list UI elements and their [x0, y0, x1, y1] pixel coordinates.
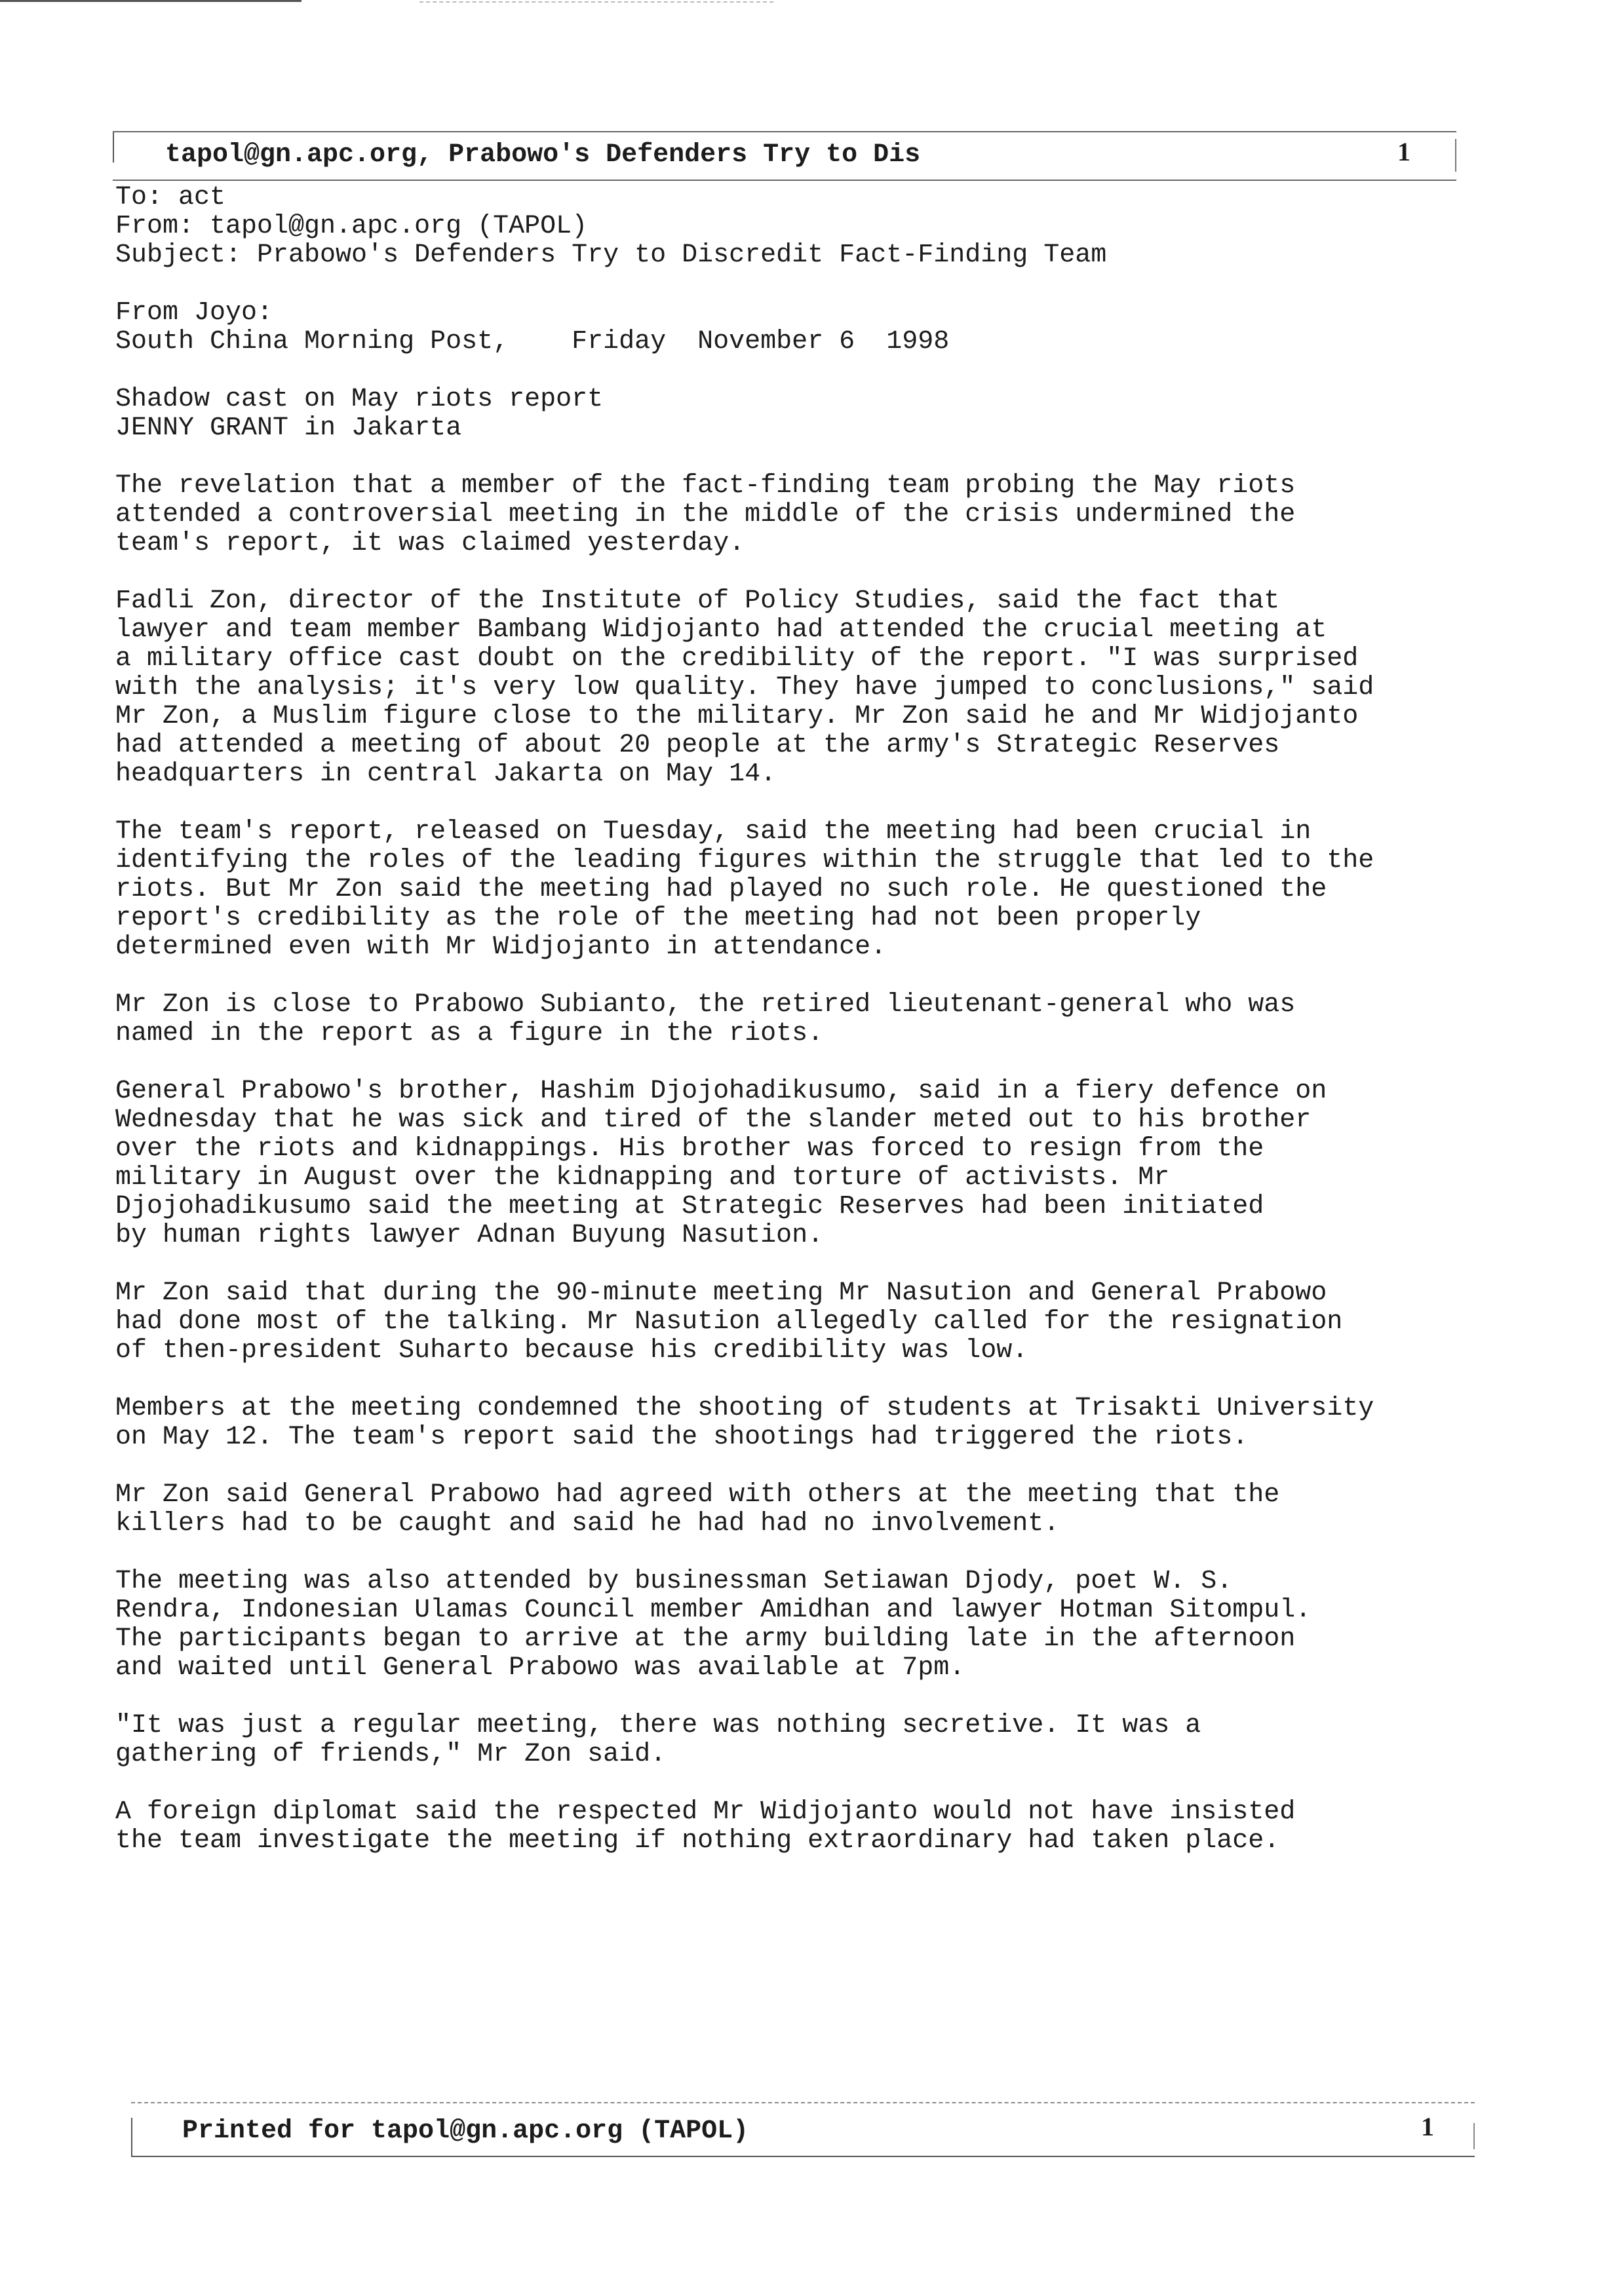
- article-heading: [115, 385, 1505, 443]
- paragraph-line: Members at the meeting condemned the shooting of students at Trisakti University: [115, 1394, 1374, 1423]
- paragraph-line: "It was just a regular meeting, there was nothing secretive. It was a: [115, 1711, 1201, 1740]
- paragraph-line: over the riots and kidnappings. His brother was forced to resign from the: [115, 1134, 1264, 1164]
- paragraph-line: had done most of the talking. Mr Nasution allegedly called for the resignation: [115, 1307, 1343, 1337]
- paragraph-line: The team's report, released on Tuesday, said the meeting had been crucial in: [115, 817, 1312, 847]
- article-byline: JENNY GRANT in Jakarta: [115, 413, 462, 443]
- article-paragraph: [115, 1481, 1505, 1539]
- source-from-line: From Joyo:: [115, 298, 273, 328]
- footer-page-number: 1: [1421, 2112, 1434, 2141]
- article-paragraph: [115, 991, 1505, 1048]
- paragraph-line: gathering of friends," Mr Zon said.: [115, 1740, 667, 1769]
- paragraph-line: A foreign diplomat said the respected Mr Widjojanto would not have insisted: [115, 1797, 1296, 1827]
- article-paragraphs: [115, 472, 1505, 1856]
- paragraph-line: lawyer and team member Bambang Widjojanto had attended the crucial meeting at: [115, 615, 1327, 645]
- publication-line: South China Morning Post, Friday November 6 1998: [115, 327, 950, 356]
- paragraph-line: Fadli Zon, director of the Institute of Policy Studies, said the fact that: [115, 586, 1280, 616]
- article-paragraph: [115, 818, 1505, 962]
- footer-right-bracket: [1473, 2123, 1475, 2149]
- paragraph-line: Mr Zon said that during the 90-minute meeting Mr Nasution and General Prabowo: [115, 1278, 1327, 1308]
- print-header: [113, 131, 1456, 181]
- paragraph-line: headquarters in central Jakarta on May 14.: [115, 759, 777, 789]
- message-body: [115, 183, 1505, 1885]
- paragraph-line: Mr Zon is close to Prabowo Subianto, the retired lieutenant-general who was: [115, 990, 1296, 1020]
- paragraph-line: report's credibility as the role of the meeting had not been properly: [115, 904, 1201, 933]
- article-paragraph: [115, 1712, 1505, 1769]
- paragraph-line: Wednesday that he was sick and tired of the slander meted out to his brother: [115, 1105, 1312, 1135]
- paragraph-line: Rendra, Indonesian Ulamas Council member Amidhan and lawyer Hotman Sitompul.: [115, 1596, 1312, 1625]
- article-paragraph: [115, 1798, 1505, 1856]
- paragraph-line: Mr Zon, a Muslim figure close to the military. Mr Zon said he and Mr Widjojanto: [115, 702, 1359, 731]
- top-edge-rule: [0, 0, 302, 2]
- article-paragraph: [115, 472, 1505, 558]
- footer-printed-for: Printed for tapol@gn.apc.org (TAPOL): [182, 2116, 749, 2146]
- paragraph-line: a military office cast doubt on the credibility of the report. "I was surprised: [115, 644, 1359, 674]
- footer-left-bracket: [131, 2118, 132, 2156]
- paragraph-line: had attended a meeting of about 20 people at the army's Strategic Reserves: [115, 731, 1280, 760]
- article-paragraph: [115, 1279, 1505, 1366]
- paragraph-line: killers had to be caught and said he had had no involvement.: [115, 1509, 1060, 1539]
- print-footer: [131, 2102, 1475, 2157]
- source-info: [115, 299, 1505, 356]
- email-headers: [115, 183, 1505, 270]
- paragraph-line: military in August over the kidnapping and torture of activists. Mr: [115, 1163, 1170, 1193]
- paragraph-line: attended a controversial meeting in the middle of the crisis undermined the: [115, 500, 1296, 529]
- paragraph-line: and waited until General Prabowo was available at 7pm.: [115, 1653, 965, 1683]
- article-paragraph: [115, 1077, 1505, 1250]
- article-paragraph: [115, 587, 1505, 789]
- article-paragraph: [115, 1567, 1505, 1683]
- from-line: From: tapol@gn.apc.org (TAPOL): [115, 212, 588, 241]
- paragraph-line: Mr Zon said General Prabowo had agreed with others at the meeting that the: [115, 1480, 1280, 1510]
- paragraph-line: by human rights lawyer Adnan Buyung Nasution.: [115, 1221, 824, 1250]
- paragraph-line: on May 12. The team's report said the shootings had triggered the riots.: [115, 1423, 1249, 1452]
- article-headline: Shadow cast on May riots report: [115, 385, 604, 414]
- to-line: To: act: [115, 183, 226, 212]
- header-right-bracket: [1455, 139, 1456, 172]
- header-left-bracket: [113, 132, 114, 163]
- article-paragraph: [115, 1394, 1505, 1452]
- paragraph-line: The meeting was also attended by businessman Setiawan Djody, poet W. S.: [115, 1567, 1233, 1596]
- paragraph-line: the team investigate the meeting if nothing extraordinary had taken place.: [115, 1826, 1280, 1856]
- paragraph-line: named in the report as a figure in the riots.: [115, 1019, 824, 1048]
- top-edge-rule-faint: [419, 1, 773, 3]
- paragraph-line: Djojohadikusumo said the meeting at Strategic Reserves had been initiated: [115, 1192, 1264, 1221]
- paragraph-line: General Prabowo's brother, Hashim Djojohadikusumo, said in a fiery defence on: [115, 1077, 1327, 1106]
- paragraph-line: identifying the roles of the leading figures within the struggle that led to the: [115, 846, 1374, 875]
- subject-line: Subject: Prabowo's Defenders Try to Discredit Fact-Finding Team: [115, 240, 1107, 270]
- paragraph-line: The revelation that a member of the fact-finding team probing the May riots: [115, 471, 1296, 501]
- paragraph-line: riots. But Mr Zon said the meeting had played no such role. He questioned the: [115, 875, 1327, 904]
- paragraph-line: The participants began to arrive at the army building late in the afternoon: [115, 1624, 1296, 1654]
- paragraph-line: of then-president Suharto because his credibility was low.: [115, 1336, 1028, 1366]
- header-page-number: 1: [1397, 137, 1411, 166]
- paragraph-line: with the analysis; it's very low quality. They have jumped to conclusions," said: [115, 673, 1374, 702]
- paragraph-line: team's report, it was claimed yesterday.: [115, 529, 745, 558]
- header-title: tapol@gn.apc.org, Prabowo's Defenders Try to Dis: [165, 140, 921, 170]
- paragraph-line: determined even with Mr Widjojanto in attendance.: [115, 932, 887, 962]
